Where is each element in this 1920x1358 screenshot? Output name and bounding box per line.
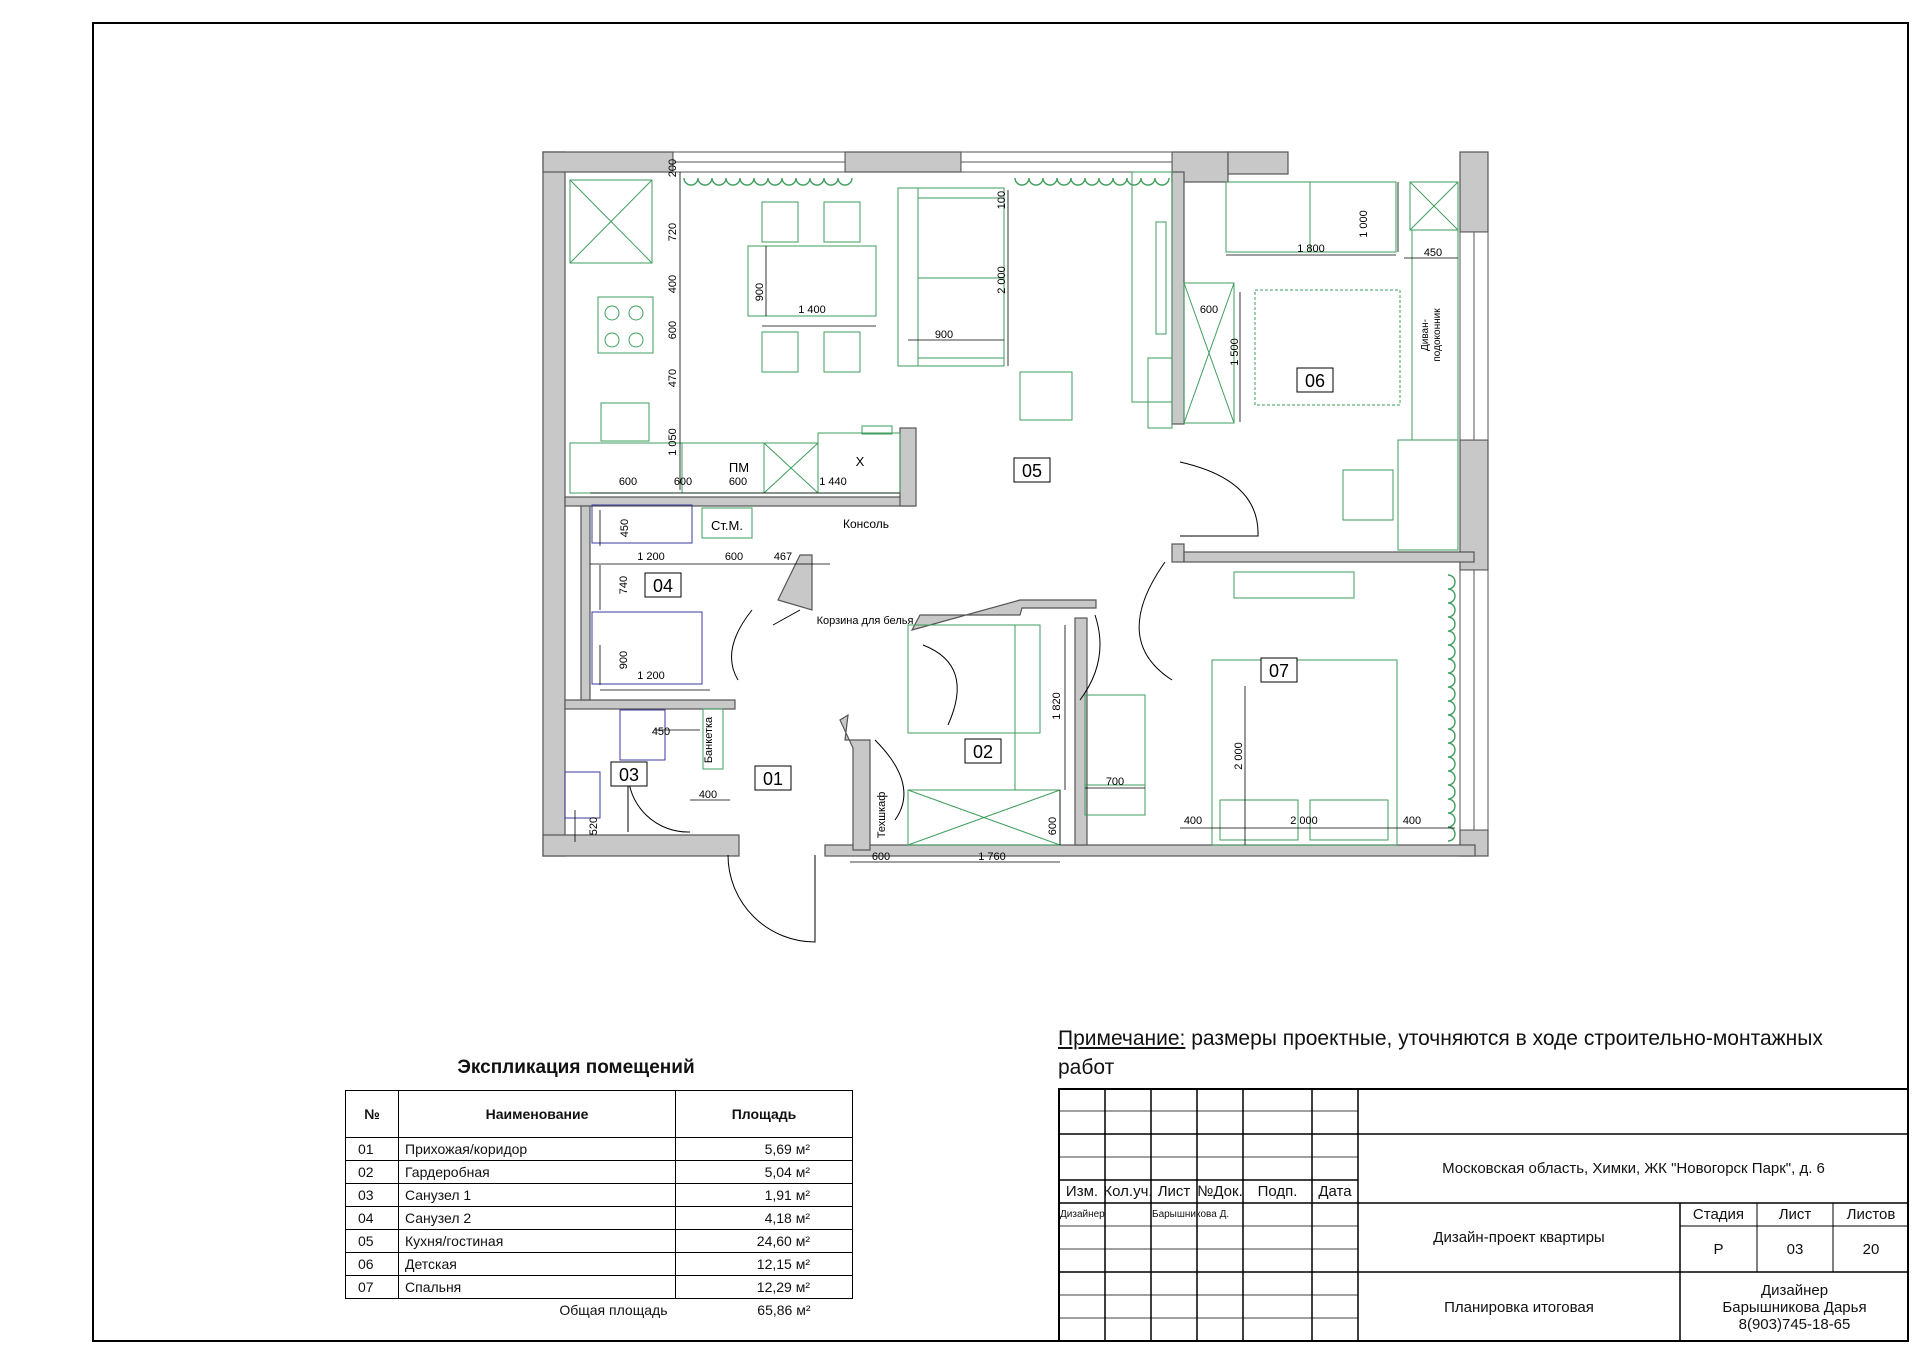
- label-stm: Ст.М.: [711, 518, 743, 533]
- room-number: 02: [346, 1161, 399, 1184]
- col-header-izm: Изм.: [1065, 1183, 1099, 1200]
- dimension-label: 600: [667, 320, 679, 340]
- sheet-name: Планировка итоговая: [1444, 1298, 1594, 1316]
- dimension-label: 700: [1105, 776, 1125, 788]
- dimension-label: 2 000: [1290, 815, 1318, 827]
- room-area: 4,18 м²: [676, 1207, 853, 1230]
- room-number: 07: [346, 1276, 399, 1299]
- dimension-label: 900: [618, 650, 630, 670]
- room-number-02: 02: [972, 742, 994, 762]
- sheets-value: 20: [1862, 1240, 1880, 1258]
- stage-label: Стадия: [1692, 1206, 1745, 1223]
- dimension-label: 900: [754, 282, 766, 302]
- dimension-label: 600: [618, 476, 638, 488]
- label-x: Х: [855, 454, 865, 469]
- dimension-label: 2 000: [996, 266, 1008, 294]
- table-row: [346, 1184, 853, 1207]
- sheets-label: Листов: [1846, 1206, 1896, 1223]
- project-title: Дизайн-проект квартиры: [1433, 1229, 1605, 1246]
- dimension-label: 450: [1423, 247, 1443, 259]
- role-label: Дизайнер: [1060, 1209, 1105, 1220]
- stage-value: Р: [1713, 1240, 1724, 1258]
- room-number-05: 05: [1021, 461, 1043, 481]
- total-area: 65,86 м²: [757, 1302, 811, 1318]
- designer-phone: 8(903)745-18-65: [1738, 1315, 1851, 1333]
- dimension-label: 1 800: [1297, 243, 1325, 255]
- header-area: Площадь: [676, 1091, 853, 1138]
- dimension-label: 1 200: [637, 551, 665, 563]
- room-name: Гардеробная: [399, 1161, 676, 1184]
- dimension-label: 740: [618, 575, 630, 595]
- note-text: размеры проектные, уточняются в ходе строительно-монтажных работ: [1058, 1027, 1823, 1079]
- sheet-label: Лист: [1778, 1206, 1812, 1223]
- room-number-04: 04: [652, 576, 674, 596]
- room-number: 04: [346, 1207, 399, 1230]
- room-number-01: 01: [762, 769, 784, 789]
- dimension-label: 1 760: [978, 851, 1006, 863]
- table-row: [346, 1253, 853, 1276]
- dimension-label: 200: [667, 158, 679, 178]
- room-name: Санузел 2: [399, 1207, 676, 1230]
- room-area: 5,04 м²: [676, 1161, 853, 1184]
- dimension-label: 1 200: [637, 670, 665, 682]
- note-label: Примечание:: [1058, 1027, 1186, 1050]
- dimension-label: 520: [588, 816, 600, 836]
- dimension-label: 467: [773, 551, 793, 563]
- room-name: Кухня/гостиная: [399, 1230, 676, 1253]
- title-block: [1058, 1088, 1909, 1342]
- dimension-label: 1 440: [819, 476, 847, 488]
- explication-title: Экспликация помещений: [457, 1057, 695, 1078]
- dimension-label: 600: [724, 551, 744, 563]
- designer-name: Барышникова Дарья: [1722, 1298, 1867, 1316]
- designer-role: Дизайнер: [1760, 1281, 1829, 1299]
- note: [1058, 1024, 1878, 1082]
- room-number: 06: [346, 1253, 399, 1276]
- dimension-label: 900: [934, 329, 954, 341]
- room-number-06: 06: [1304, 371, 1326, 391]
- label-banketka: Банкетка: [703, 716, 715, 764]
- total-row: [346, 1299, 853, 1322]
- room-area: 12,15 м²: [676, 1253, 853, 1276]
- dimension-label: 2 000: [1233, 742, 1245, 770]
- room-number: 05: [346, 1230, 399, 1253]
- room-area: 24,60 м²: [676, 1230, 853, 1253]
- room-area: 5,69 м²: [676, 1138, 853, 1161]
- dimension-label: 400: [1183, 815, 1203, 827]
- person-name: Барышникова Д.: [1152, 1209, 1230, 1220]
- col-header-date: Дата: [1318, 1183, 1352, 1200]
- room-number-labels: [611, 368, 1333, 790]
- room-number-03: 03: [618, 765, 640, 785]
- total-label: Общая площадь: [559, 1302, 668, 1318]
- dimension-label: 600: [1047, 816, 1059, 836]
- dimension-label: 400: [698, 789, 718, 801]
- room-name: Детская: [399, 1253, 676, 1276]
- room-name: Спальня: [399, 1276, 676, 1299]
- room-area: 12,29 м²: [676, 1276, 853, 1299]
- dimension-label: 1 400: [798, 304, 826, 316]
- dimension-label: 100: [996, 190, 1008, 210]
- label-basket: Корзина для белья: [816, 615, 914, 627]
- label-techshkaf: Техшкаф: [876, 791, 888, 839]
- furniture: [565, 172, 1458, 845]
- dimension-label: 400: [667, 274, 679, 294]
- room-area: 1,91 м²: [676, 1184, 853, 1207]
- sheet-value: 03: [1786, 1240, 1804, 1258]
- designer-block: [1680, 1272, 1909, 1342]
- dimension-label: 450: [651, 726, 671, 738]
- dimension-label: 1 500: [1229, 338, 1241, 366]
- explication-header-row: [346, 1091, 853, 1138]
- explication-table: [345, 1090, 853, 1321]
- dimension-label: 1 820: [1051, 692, 1063, 720]
- dimension-label: 1 000: [1358, 210, 1370, 238]
- table-row: [346, 1138, 853, 1161]
- dimension-label: 600: [728, 476, 748, 488]
- dimension-label: 1 050: [667, 428, 679, 456]
- table-row: [346, 1276, 853, 1299]
- label-console: Консоль: [842, 517, 890, 531]
- label-pm: ПМ: [728, 460, 750, 475]
- header-name: Наименование: [399, 1091, 676, 1138]
- label-sofa-line1: Диван-: [1420, 319, 1431, 351]
- room-name: Прихожая/коридор: [399, 1138, 676, 1161]
- room-number: 03: [346, 1184, 399, 1207]
- col-header-koluch: Кол.уч.: [1103, 1183, 1153, 1200]
- table-row: [346, 1207, 853, 1230]
- dimension-label: 600: [673, 476, 693, 488]
- col-header-podp: Подп.: [1257, 1183, 1298, 1200]
- dimension-label: 470: [667, 368, 679, 388]
- col-header-ndok: №Док.: [1197, 1183, 1243, 1200]
- dimension-label: 400: [1402, 815, 1422, 827]
- header-number: №: [346, 1091, 399, 1138]
- table-row: [346, 1161, 853, 1184]
- dimension-label: 450: [619, 518, 631, 538]
- curtains: [684, 178, 1455, 841]
- room-number-07: 07: [1268, 661, 1290, 681]
- room-name: Санузел 1: [399, 1184, 676, 1207]
- table-row: [346, 1230, 853, 1253]
- project-address: Московская область, Химки, ЖК "Новогорск Парк", д. 6: [1442, 1160, 1825, 1177]
- label-sofa-line2: подоконник: [1432, 308, 1443, 362]
- dimension-label: 720: [667, 222, 679, 242]
- dimension-label: 600: [1199, 304, 1219, 316]
- dimension-label: 600: [871, 851, 891, 863]
- col-header-list: Лист: [1157, 1183, 1191, 1200]
- room-number: 01: [346, 1138, 399, 1161]
